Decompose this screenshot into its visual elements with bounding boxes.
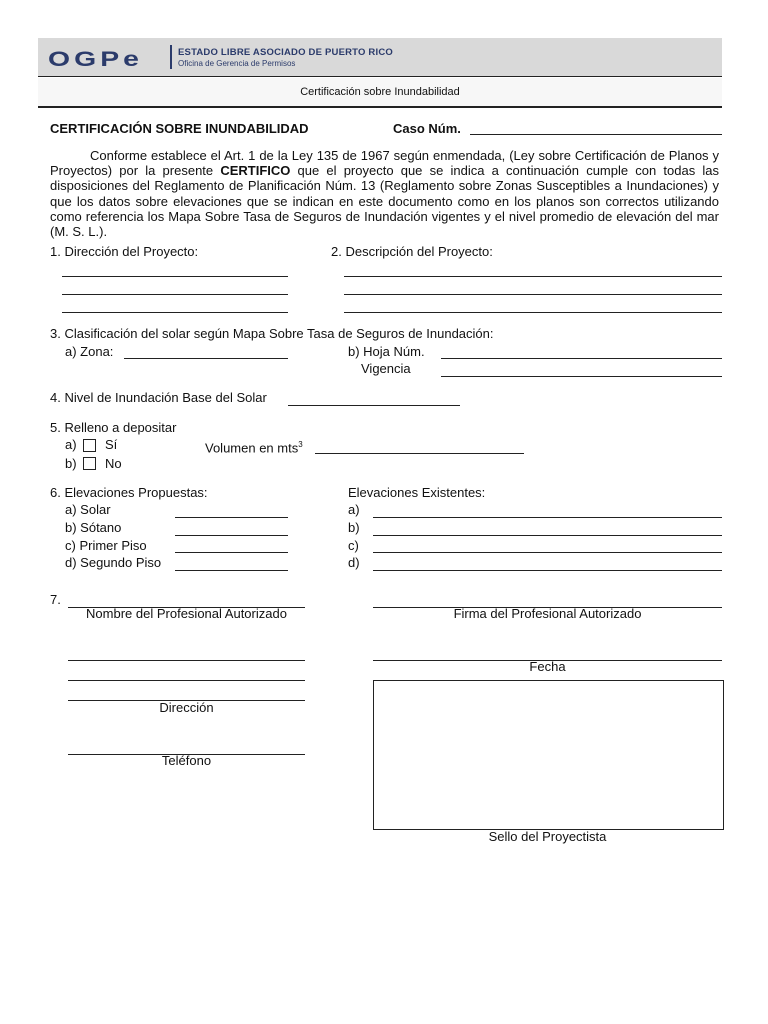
proposed-sotano-field[interactable] — [175, 535, 288, 536]
proposed-solar-label: a) Solar — [65, 502, 111, 517]
office-name: Oficina de Gerencia de Permisos — [178, 59, 296, 68]
vigencia-label: Vigencia — [361, 361, 411, 376]
logo-divider — [170, 45, 172, 69]
flood-level-field[interactable] — [288, 405, 460, 406]
volume-field[interactable] — [315, 453, 524, 454]
existing-b-label: b) — [348, 520, 360, 535]
section-6-label: 6. Elevaciones Propuestas: — [50, 485, 208, 500]
section-3-label: 3. Clasificación del solar según Mapa Sobre Tasa de Seguros de Inundación: — [50, 326, 494, 341]
vigencia-field[interactable] — [441, 376, 722, 377]
proposed-primer-piso-label: c) Primer Piso — [65, 538, 147, 553]
zona-label: a) Zona: — [65, 344, 114, 359]
section-7-number: 7. — [50, 592, 61, 607]
yes-checkbox[interactable] — [83, 439, 96, 452]
ogpe-logo: OGPe — [48, 48, 143, 71]
yes-label: Sí — [105, 437, 118, 452]
description-line-2[interactable] — [344, 294, 722, 295]
section-2-label: 2. Descripción del Proyecto: — [331, 244, 493, 259]
phone-label: Teléfono — [161, 753, 212, 768]
no-checkbox[interactable] — [83, 457, 96, 470]
subheader-band — [38, 78, 722, 108]
date-label: Fecha — [529, 659, 566, 674]
address-line-3[interactable] — [62, 312, 288, 313]
section-5-label: 5. Relleno a depositar — [50, 420, 177, 435]
case-label: Caso Núm. — [393, 121, 461, 136]
seal-box[interactable] — [373, 680, 724, 830]
hoja-field[interactable] — [441, 358, 722, 359]
description-line-3[interactable] — [344, 312, 722, 313]
existing-d-field[interactable] — [373, 570, 722, 571]
existing-c-field[interactable] — [373, 552, 722, 553]
case-number-field[interactable] — [470, 134, 722, 135]
no-label: No — [105, 456, 122, 471]
existing-a-field[interactable] — [373, 517, 722, 518]
professional-signature-label: Firma del Profesional Autorizado — [453, 606, 642, 621]
address-field-line-1[interactable] — [68, 660, 305, 661]
proposed-segundo-piso-label: d) Segundo Piso — [65, 555, 162, 570]
subheader-title: Certificación sobre Inundabilidad — [300, 86, 460, 98]
proposed-primer-piso-field[interactable] — [175, 552, 288, 553]
address-line-2[interactable] — [62, 294, 288, 295]
certifico-text: CERTIFICO — [220, 163, 291, 179]
header-band — [38, 38, 722, 77]
existing-a-label: a) — [348, 502, 360, 517]
address-line-1[interactable] — [62, 276, 288, 277]
professional-name-label: Nombre del Profesional Autorizado — [86, 606, 287, 621]
hoja-label: b) Hoja Núm. — [348, 344, 425, 359]
option-a-prefix: a) — [65, 437, 77, 452]
seal-label: Sello del Proyectista — [488, 829, 607, 844]
existing-c-label: c) — [348, 538, 359, 553]
address-field-line-2[interactable] — [68, 680, 305, 681]
existing-elevations-label: Elevaciones Existentes: — [348, 485, 486, 500]
section-1-label: 1. Dirección del Proyecto: — [50, 244, 199, 259]
intro-paragraph: Conforme establece el Art. 1 de la Ley 135 de 1967 según enmendada, (Ley sobre Certificación de Planos y Proyectos) por la presente CERTIFICO que el proyecto que se indica a continuación cumple con todas las disposiciones del Reglamento de Planificación Núm. 13 (Reglamento sobre Zonas Susceptibles a Inundaciones) y que los datos sobre elevaciones que se indican en este documento como en los planos son correctos utilizando como referencia los Mapa Sobre Tasa de Seguros de Inundación vigentes y el nivel promedio de elevación del mar (M. S. L.). — [50, 148, 719, 240]
zona-field[interactable] — [124, 358, 288, 359]
option-b-prefix: b) — [65, 456, 77, 471]
form-title: CERTIFICACIÓN SOBRE INUNDABILIDAD — [50, 121, 309, 136]
existing-b-field[interactable] — [373, 535, 722, 536]
description-line-1[interactable] — [344, 276, 722, 277]
proposed-sotano-label: b) Sótano — [65, 520, 122, 535]
proposed-solar-field[interactable] — [175, 517, 288, 518]
proposed-segundo-piso-field[interactable] — [175, 570, 288, 571]
section-4-label: 4. Nivel de Inundación Base del Solar — [50, 390, 267, 405]
agency-name: ESTADO LIBRE ASOCIADO DE PUERTO RICO — [178, 47, 393, 58]
address-label: Dirección — [159, 700, 214, 715]
volume-label: Volumen en mts$^3$ — [205, 440, 303, 456]
existing-d-label: d) — [348, 555, 360, 570]
